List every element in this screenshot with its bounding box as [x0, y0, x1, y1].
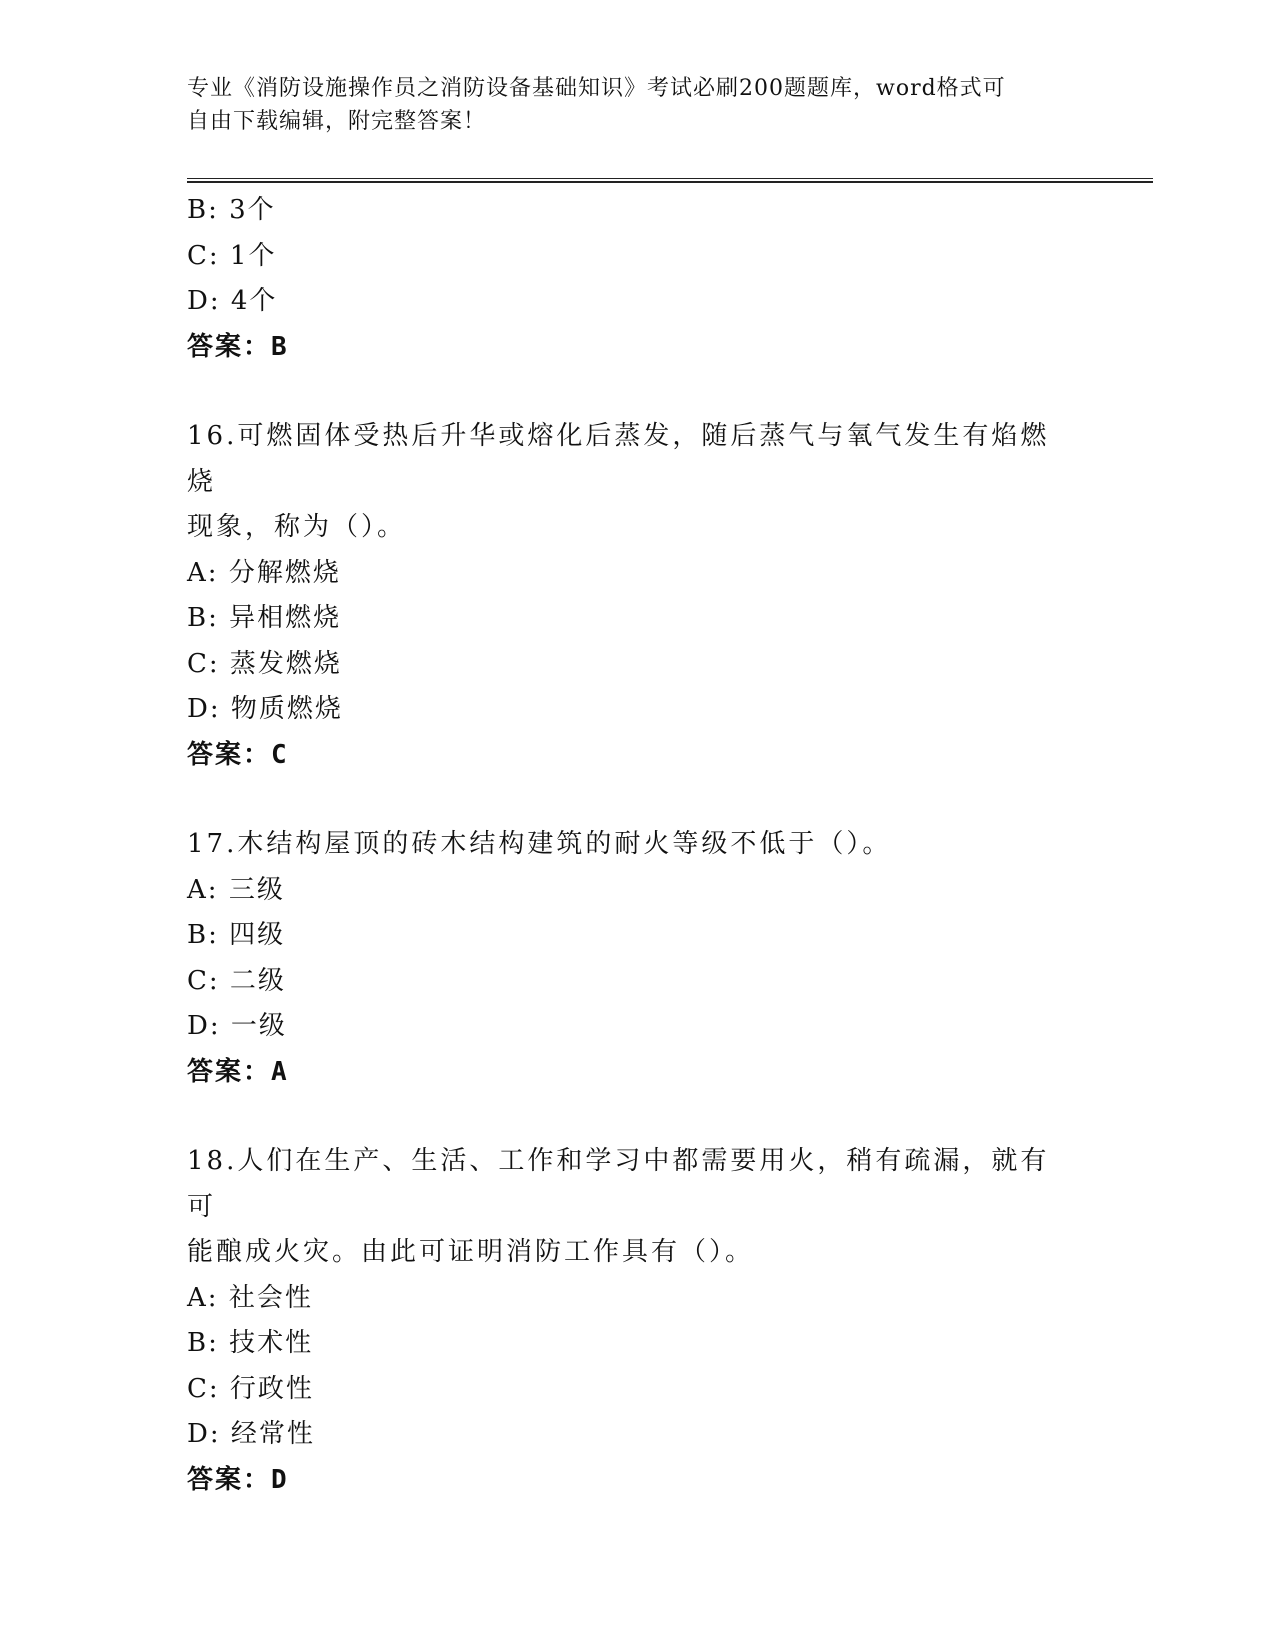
option-label: A:	[187, 874, 229, 905]
answer-line: 答案：C	[187, 739, 289, 770]
option-text: 蒸发燃烧	[229, 648, 342, 679]
question-15-continued	[187, 188, 1087, 370]
question-18	[187, 1139, 1087, 1503]
question-stem-line-2: 现象，称为（）。	[187, 512, 407, 542]
option-text: 物质燃烧	[230, 694, 343, 724]
option-d	[187, 1004, 1087, 1050]
option-text: 社会性	[228, 1282, 313, 1313]
option-text: 异相燃烧	[229, 603, 342, 633]
option-text: 技术性	[229, 1328, 314, 1358]
option-label: C:	[187, 648, 230, 679]
option-label: B:	[187, 1328, 230, 1358]
option-text: 一级	[230, 1011, 287, 1041]
option-text: 经常性	[230, 1419, 315, 1449]
option-text: 分解燃烧	[228, 557, 341, 588]
option-label: B:	[187, 603, 230, 633]
header-divider	[187, 178, 1153, 183]
question-stem	[187, 1139, 1077, 1276]
answer-line: 答案：B	[187, 331, 289, 362]
question-stem	[187, 822, 1077, 868]
question-list	[187, 188, 1087, 1503]
option-text: 三级	[228, 874, 285, 905]
option-c	[187, 1367, 1087, 1413]
option-d	[187, 687, 1087, 733]
option-label: D:	[187, 1011, 231, 1041]
option-label: C:	[187, 1373, 230, 1404]
question-stem-line-1: 16.可燃固体受热后升华或熔化后蒸发，随后蒸气与氧气发生有焰燃烧	[187, 421, 1050, 497]
option-text: 行政性	[229, 1373, 314, 1404]
option-b	[187, 1321, 1087, 1367]
answer-line: 答案：D	[187, 1464, 289, 1495]
option-label: D:	[187, 1419, 231, 1449]
option-label: C:	[187, 240, 230, 271]
option-a	[187, 551, 1087, 597]
option-a	[187, 1276, 1087, 1322]
option-text: 1个	[229, 240, 277, 271]
header-title-line-1: 专业《消防设施操作员之消防设备基础知识》考试必刷200题题库，word格式可	[187, 76, 1006, 101]
option-label: D:	[187, 694, 231, 724]
option-d	[187, 279, 1087, 325]
option-text: 4个	[230, 286, 278, 316]
option-label: B:	[187, 920, 230, 950]
question-stem	[187, 414, 1077, 551]
option-label: A:	[187, 557, 229, 588]
option-label: A:	[187, 1282, 229, 1313]
option-c	[187, 959, 1087, 1005]
question-stem-line-2: 能酿成火灾。由此可证明消防工作具有（）。	[187, 1237, 755, 1267]
question-stem-line-1: 18.人们在生产、生活、工作和学习中都需要用火，稍有疏漏，就有可	[187, 1146, 1050, 1222]
option-text: 3个	[229, 195, 276, 225]
page-header	[187, 72, 1067, 138]
option-b	[187, 596, 1087, 642]
option-b	[187, 913, 1087, 959]
answer-line: 答案：A	[187, 1056, 289, 1087]
option-label: D:	[187, 286, 231, 316]
option-a	[187, 868, 1087, 914]
question-17	[187, 822, 1087, 1095]
question-16	[187, 414, 1087, 778]
option-d	[187, 1412, 1087, 1458]
question-stem-line-1: 17.木结构屋顶的砖木结构建筑的耐火等级不低于（）。	[187, 829, 892, 859]
option-label: C:	[187, 965, 230, 996]
option-c	[187, 234, 1087, 280]
option-text: 四级	[229, 920, 286, 950]
option-c	[187, 642, 1087, 688]
option-b	[187, 188, 1087, 234]
option-text: 二级	[229, 965, 286, 996]
header-title-line-2: 自由下载编辑，附完整答案！	[187, 109, 487, 134]
option-label: B:	[187, 195, 230, 225]
